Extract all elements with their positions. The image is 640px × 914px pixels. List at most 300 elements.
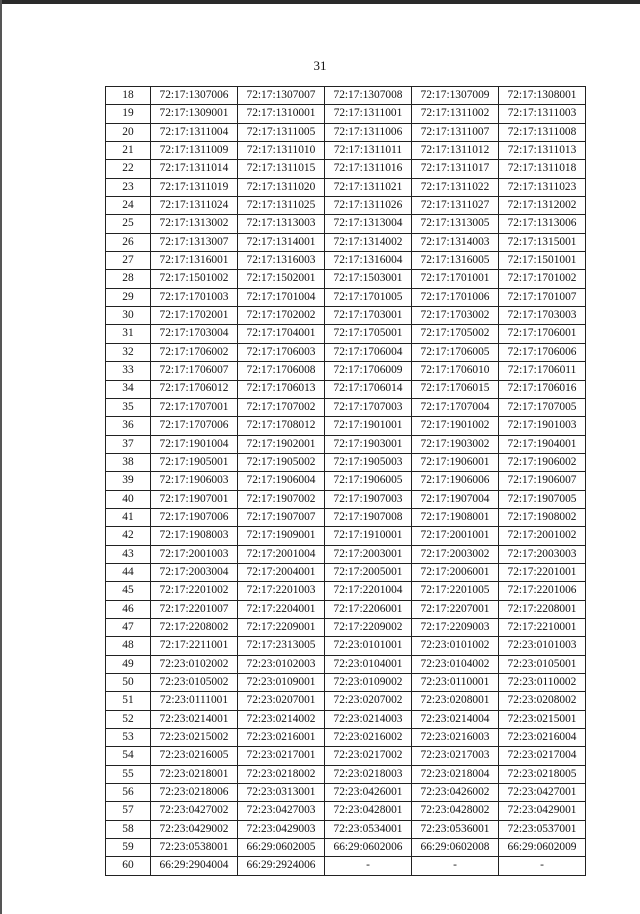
- table-row: [106, 142, 586, 160]
- cadastral-number-cell: 72:17:2201003: [238, 582, 325, 600]
- table-body: [106, 87, 586, 876]
- cadastral-number-cell: 72:17:1910001: [325, 527, 412, 545]
- cadastral-number-cell: 72:17:2004001: [238, 563, 325, 581]
- cadastral-number-cell: 72:17:1909001: [238, 527, 325, 545]
- table-row: [106, 747, 586, 765]
- row-number-cell: 37: [106, 435, 151, 453]
- cadastral-number-cell: 72:17:1311009: [151, 142, 238, 160]
- cadastral-number-cell: 72:17:1311024: [151, 197, 238, 215]
- cadastral-number-cell: 72:17:1901002: [412, 417, 499, 435]
- cadastral-number-cell: 72:17:1906007: [499, 472, 586, 490]
- row-number-cell: 41: [106, 508, 151, 526]
- cadastral-number-cell: 72:23:0109002: [325, 674, 412, 692]
- row-number-cell: 28: [106, 270, 151, 288]
- cadastral-number-cell: 72:17:1707005: [499, 398, 586, 416]
- cadastral-number-cell: 72:23:0429002: [151, 820, 238, 838]
- cadastral-number-cell: 72:17:1706002: [151, 343, 238, 361]
- cadastral-number-cell: 72:23:0217004: [499, 747, 586, 765]
- cadastral-number-cell: 72:23:0216004: [499, 729, 586, 747]
- cadastral-number-cell: 72:17:1701003: [151, 288, 238, 306]
- cadastral-number-cell: 72:17:1706001: [499, 325, 586, 343]
- cadastral-number-cell: 72:17:2001003: [151, 545, 238, 563]
- cadastral-number-cell: 72:17:1311007: [412, 123, 499, 141]
- table-row: [106, 692, 586, 710]
- cadastral-number-cell: 72:17:1706016: [499, 380, 586, 398]
- cadastral-number-cell: 72:17:1902001: [238, 435, 325, 453]
- cadastral-number-cell: 72:17:1502001: [238, 270, 325, 288]
- cadastral-number-cell: 72:23:0111001: [151, 692, 238, 710]
- cadastral-number-cell: 72:23:0216005: [151, 747, 238, 765]
- cadastral-number-cell: 72:17:1906006: [412, 472, 499, 490]
- cadastral-number-cell: 72:17:1701006: [412, 288, 499, 306]
- cadastral-number-cell: 72:17:1311001: [325, 105, 412, 123]
- cadastral-number-cell: 72:23:0218006: [151, 784, 238, 802]
- cadastral-number-cell: 66:29:0602008: [412, 839, 499, 857]
- cadastral-number-cell: 72:17:1706008: [238, 362, 325, 380]
- row-number-cell: 29: [106, 288, 151, 306]
- table-row: [106, 87, 586, 105]
- cadastral-number-cell: 72:17:2207001: [412, 600, 499, 618]
- row-number-cell: 27: [106, 252, 151, 270]
- cadastral-number-cell: 72:17:2204001: [238, 600, 325, 618]
- cadastral-number-cell: 72:17:1310001: [238, 105, 325, 123]
- cadastral-number-cell: 72:17:1311021: [325, 178, 412, 196]
- cadastral-number-cell: 72:17:1706013: [238, 380, 325, 398]
- cadastral-number-cell: -: [325, 857, 412, 875]
- cadastral-number-cell: 72:17:1701001: [412, 270, 499, 288]
- cadastral-number-cell: 72:17:1311015: [238, 160, 325, 178]
- cadastral-number-cell: 72:17:1705002: [412, 325, 499, 343]
- table-row: [106, 398, 586, 416]
- cadastral-number-cell: 72:17:2201004: [325, 582, 412, 600]
- cadastral-number-cell: 72:17:1311008: [499, 123, 586, 141]
- cadastral-number-cell: 72:23:0216003: [412, 729, 499, 747]
- cadastral-number-cell: 66:29:0602005: [238, 839, 325, 857]
- scan-edge-top: [0, 0, 640, 4]
- cadastral-number-cell: 72:17:1703003: [499, 307, 586, 325]
- cadastral-number-cell: 72:23:0217001: [238, 747, 325, 765]
- cadastral-number-cell: 72:17:1906005: [325, 472, 412, 490]
- cadastral-number-cell: 66:29:2904004: [151, 857, 238, 875]
- cadastral-number-cell: 72:17:1314001: [238, 233, 325, 251]
- cadastral-number-cell: 72:17:1908001: [412, 508, 499, 526]
- cadastral-number-cell: 72:17:1907004: [412, 490, 499, 508]
- cadastral-number-cell: 72:17:2201002: [151, 582, 238, 600]
- cadastral-number-cell: 72:17:1903001: [325, 435, 412, 453]
- table-row: [106, 820, 586, 838]
- cadastral-number-cell: 72:23:0429003: [238, 820, 325, 838]
- cadastral-number-cell: 72:23:0428001: [325, 802, 412, 820]
- cadastral-number-cell: 72:23:0218001: [151, 765, 238, 783]
- cadastral-number-cell: 72:23:0428002: [412, 802, 499, 820]
- cadastral-number-cell: 72:17:1313002: [151, 215, 238, 233]
- cadastral-number-cell: 72:17:2001002: [499, 527, 586, 545]
- table-row: [106, 270, 586, 288]
- row-number-cell: 46: [106, 600, 151, 618]
- cadastral-number-cell: 72:17:1907007: [238, 508, 325, 526]
- table-row: [106, 710, 586, 728]
- cadastral-number-cell: 72:17:1901001: [325, 417, 412, 435]
- cadastral-number-cell: 72:17:1311006: [325, 123, 412, 141]
- cadastral-number-cell: 72:17:1907005: [499, 490, 586, 508]
- cadastral-number-cell: 72:17:1706014: [325, 380, 412, 398]
- row-number-cell: 25: [106, 215, 151, 233]
- cadastral-number-cell: 72:17:1313007: [151, 233, 238, 251]
- cadastral-number-cell: 72:23:0208001: [412, 692, 499, 710]
- cadastral-number-cell: 72:17:1905002: [238, 453, 325, 471]
- cadastral-number-cell: 72:23:0101001: [325, 637, 412, 655]
- cadastral-number-cell: 72:17:2001001: [412, 527, 499, 545]
- cadastral-number-cell: 72:17:1907006: [151, 508, 238, 526]
- row-number-cell: 21: [106, 142, 151, 160]
- cadastral-number-cell: 72:17:1311003: [499, 105, 586, 123]
- cadastral-number-cell: -: [499, 857, 586, 875]
- cadastral-number-cell: 72:23:0208002: [499, 692, 586, 710]
- cadastral-number-cell: 72:17:1311017: [412, 160, 499, 178]
- cadastral-number-cell: 72:17:1706009: [325, 362, 412, 380]
- row-number-cell: 40: [106, 490, 151, 508]
- cadastral-number-cell: 72:17:2209003: [412, 618, 499, 636]
- cadastral-number-cell: 72:17:1904001: [499, 435, 586, 453]
- cadastral-number-cell: 72:23:0214002: [238, 710, 325, 728]
- cadastral-number-cell: 72:17:1906001: [412, 453, 499, 471]
- table-row: [106, 288, 586, 306]
- cadastral-number-cell: 72:17:1311012: [412, 142, 499, 160]
- cadastral-number-cell: 72:17:1311016: [325, 160, 412, 178]
- cadastral-number-cell: 72:17:1315001: [499, 233, 586, 251]
- table-row: [106, 582, 586, 600]
- cadastral-number-cell: 72:23:0536001: [412, 820, 499, 838]
- table-row: [106, 123, 586, 141]
- cadastral-number-cell: 66:29:0602006: [325, 839, 412, 857]
- row-number-cell: 34: [106, 380, 151, 398]
- table-row: [106, 802, 586, 820]
- cadastral-number-cell: 72:23:0101003: [499, 637, 586, 655]
- row-number-cell: 58: [106, 820, 151, 838]
- cadastral-number-cell: 72:17:2006001: [412, 563, 499, 581]
- cadastral-number-cell: 72:17:1701004: [238, 288, 325, 306]
- cadastral-number-cell: 72:17:1313004: [325, 215, 412, 233]
- table-row: [106, 380, 586, 398]
- table-row: [106, 839, 586, 857]
- table-row: [106, 215, 586, 233]
- cadastral-number-cell: -: [412, 857, 499, 875]
- row-number-cell: 51: [106, 692, 151, 710]
- cadastral-number-cell: 72:23:0217002: [325, 747, 412, 765]
- cadastral-number-cell: 72:17:1704001: [238, 325, 325, 343]
- cadastral-number-cell: 72:23:0429001: [499, 802, 586, 820]
- cadastral-number-cell: 72:17:1706010: [412, 362, 499, 380]
- table-row: [106, 325, 586, 343]
- row-number-cell: 55: [106, 765, 151, 783]
- cadastral-number-cell: 72:17:2201001: [499, 563, 586, 581]
- table-row: [106, 563, 586, 581]
- cadastral-number-cell: 72:17:1705001: [325, 325, 412, 343]
- cadastral-number-cell: 72:23:0538001: [151, 839, 238, 857]
- cadastral-number-cell: 72:23:0214004: [412, 710, 499, 728]
- table-row: [106, 618, 586, 636]
- cadastral-number-cell: 72:17:1706006: [499, 343, 586, 361]
- row-number-cell: 43: [106, 545, 151, 563]
- cadastral-number-cell: 72:17:2003001: [325, 545, 412, 563]
- row-number-cell: 60: [106, 857, 151, 875]
- cadastral-number-cell: 72:17:1701007: [499, 288, 586, 306]
- cadastral-number-cell: 72:17:1311011: [325, 142, 412, 160]
- page-number: 31: [313, 58, 327, 73]
- cadastral-number-cell: 72:17:2003002: [412, 545, 499, 563]
- table-row: [106, 857, 586, 875]
- cadastral-number-cell: 72:17:1907002: [238, 490, 325, 508]
- table-row: [106, 729, 586, 747]
- cadastral-number-cell: 72:23:0537001: [499, 820, 586, 838]
- cadastral-number-cell: 72:23:0427003: [238, 802, 325, 820]
- table-row: [106, 435, 586, 453]
- cadastral-number-cell: 72:17:1316003: [238, 252, 325, 270]
- row-number-cell: 31: [106, 325, 151, 343]
- cadastral-number-cell: 72:17:1307007: [238, 87, 325, 105]
- row-number-cell: 39: [106, 472, 151, 490]
- table-row: [106, 527, 586, 545]
- cadastral-number-cell: 72:17:1706005: [412, 343, 499, 361]
- cadastral-number-cell: 72:17:1311020: [238, 178, 325, 196]
- cadastral-number-cell: 72:17:1907008: [325, 508, 412, 526]
- cadastral-number-cell: 72:17:1707001: [151, 398, 238, 416]
- cadastral-number-cell: 72:17:1703004: [151, 325, 238, 343]
- cadastral-number-cell: 72:17:1706012: [151, 380, 238, 398]
- row-number-cell: 44: [106, 563, 151, 581]
- cadastral-number-cell: 72:17:1707002: [238, 398, 325, 416]
- cadastral-number-cell: 72:17:1316005: [412, 252, 499, 270]
- cadastral-number-cell: 72:17:1312002: [499, 197, 586, 215]
- cadastral-number-cell: 72:17:1311010: [238, 142, 325, 160]
- cadastral-number-cell: 72:17:1901004: [151, 435, 238, 453]
- cadastral-number-cell: 72:17:1903002: [412, 435, 499, 453]
- cadastral-number-cell: 72:23:0110001: [412, 674, 499, 692]
- row-number-cell: 57: [106, 802, 151, 820]
- table-row: [106, 637, 586, 655]
- table-row: [106, 307, 586, 325]
- cadastral-number-cell: 72:17:1311019: [151, 178, 238, 196]
- row-number-cell: 33: [106, 362, 151, 380]
- cadastral-number-cell: 72:23:0216001: [238, 729, 325, 747]
- cadastral-number-cell: 72:23:0207002: [325, 692, 412, 710]
- cadastral-number-cell: 72:17:1707006: [151, 417, 238, 435]
- cadastral-number-cell: 72:17:1311022: [412, 178, 499, 196]
- cadastral-table: [105, 86, 586, 876]
- cadastral-number-cell: 72:17:1906002: [499, 453, 586, 471]
- cadastral-number-cell: 72:17:1706004: [325, 343, 412, 361]
- cadastral-number-cell: 66:29:0602009: [499, 839, 586, 857]
- row-number-cell: 32: [106, 343, 151, 361]
- cadastral-number-cell: 72:17:1313006: [499, 215, 586, 233]
- row-number-cell: 22: [106, 160, 151, 178]
- cadastral-number-cell: 72:23:0427001: [499, 784, 586, 802]
- cadastral-number-cell: 72:17:1313003: [238, 215, 325, 233]
- row-number-cell: 18: [106, 87, 151, 105]
- table-row: [106, 472, 586, 490]
- cadastral-number-cell: 72:23:0105002: [151, 674, 238, 692]
- row-number-cell: 45: [106, 582, 151, 600]
- row-number-cell: 56: [106, 784, 151, 802]
- cadastral-number-cell: 72:17:2211001: [151, 637, 238, 655]
- row-number-cell: 49: [106, 655, 151, 673]
- cadastral-number-cell: 72:17:1314003: [412, 233, 499, 251]
- cadastral-number-cell: 72:17:1906003: [151, 472, 238, 490]
- cadastral-number-cell: 72:17:1707003: [325, 398, 412, 416]
- cadastral-number-cell: 72:17:2208002: [151, 618, 238, 636]
- cadastral-number-cell: 72:23:0214003: [325, 710, 412, 728]
- cadastral-number-cell: 72:23:0207001: [238, 692, 325, 710]
- table-row: [106, 233, 586, 251]
- table-row: [106, 600, 586, 618]
- cadastral-number-cell: 72:17:2313005: [238, 637, 325, 655]
- table-row: [106, 674, 586, 692]
- cadastral-number-cell: 72:17:2206001: [325, 600, 412, 618]
- cadastral-number-cell: 72:17:1706011: [499, 362, 586, 380]
- cadastral-number-cell: 72:17:1313005: [412, 215, 499, 233]
- table-row: [106, 417, 586, 435]
- cadastral-number-cell: 72:17:1703001: [325, 307, 412, 325]
- cadastral-number-cell: 72:23:0216002: [325, 729, 412, 747]
- cadastral-number-cell: 72:17:1311005: [238, 123, 325, 141]
- table-row: [106, 765, 586, 783]
- cadastral-number-cell: 72:17:1906004: [238, 472, 325, 490]
- cadastral-number-cell: 72:23:0426002: [412, 784, 499, 802]
- cadastral-number-cell: 72:17:1311026: [325, 197, 412, 215]
- cadastral-number-cell: 72:23:0215001: [499, 710, 586, 728]
- table-row: [106, 508, 586, 526]
- cadastral-number-cell: 72:17:1311013: [499, 142, 586, 160]
- cadastral-number-cell: 72:17:1702002: [238, 307, 325, 325]
- cadastral-number-cell: 72:23:0109001: [238, 674, 325, 692]
- table-row: [106, 362, 586, 380]
- cadastral-number-cell: 72:23:0102003: [238, 655, 325, 673]
- cadastral-number-cell: 72:17:1706007: [151, 362, 238, 380]
- cadastral-number-cell: 72:23:0218003: [325, 765, 412, 783]
- cadastral-number-cell: 72:17:1706015: [412, 380, 499, 398]
- row-number-cell: 24: [106, 197, 151, 215]
- row-number-cell: 35: [106, 398, 151, 416]
- cadastral-number-cell: 72:23:0217003: [412, 747, 499, 765]
- cadastral-number-cell: 72:17:1907001: [151, 490, 238, 508]
- cadastral-number-cell: 72:17:1501001: [499, 252, 586, 270]
- cadastral-number-cell: 72:17:1708012: [238, 417, 325, 435]
- cadastral-number-cell: 72:17:2001004: [238, 545, 325, 563]
- cadastral-number-cell: 72:17:2209002: [325, 618, 412, 636]
- cadastral-number-cell: 72:17:1907003: [325, 490, 412, 508]
- cadastral-number-cell: 72:17:1702001: [151, 307, 238, 325]
- cadastral-number-cell: 72:23:0214001: [151, 710, 238, 728]
- cadastral-number-cell: 72:17:1311027: [412, 197, 499, 215]
- cadastral-number-cell: 72:23:0534001: [325, 820, 412, 838]
- cadastral-number-cell: 72:17:1901003: [499, 417, 586, 435]
- cadastral-number-cell: 72:23:0104001: [325, 655, 412, 673]
- cadastral-number-cell: 72:17:1503001: [325, 270, 412, 288]
- cadastral-number-cell: 72:23:0215002: [151, 729, 238, 747]
- cadastral-number-cell: 72:23:0218004: [412, 765, 499, 783]
- cadastral-number-cell: 72:17:1707004: [412, 398, 499, 416]
- cadastral-number-cell: 72:17:1311004: [151, 123, 238, 141]
- cadastral-number-cell: 72:23:0102002: [151, 655, 238, 673]
- table-row: [106, 490, 586, 508]
- cadastral-number-cell: 72:17:1311014: [151, 160, 238, 178]
- cadastral-number-cell: 72:17:1908002: [499, 508, 586, 526]
- cadastral-number-cell: 72:17:1307009: [412, 87, 499, 105]
- table-row: [106, 178, 586, 196]
- cadastral-number-cell: 72:17:2003004: [151, 563, 238, 581]
- cadastral-number-cell: 72:17:1307006: [151, 87, 238, 105]
- row-number-cell: 54: [106, 747, 151, 765]
- cadastral-number-cell: 72:23:0313001: [238, 784, 325, 802]
- cadastral-number-cell: 72:17:2208001: [499, 600, 586, 618]
- cadastral-number-cell: 72:17:1307008: [325, 87, 412, 105]
- cadastral-number-cell: 72:17:2005001: [325, 563, 412, 581]
- row-number-cell: 19: [106, 105, 151, 123]
- cadastral-number-cell: 72:17:1311002: [412, 105, 499, 123]
- row-number-cell: 38: [106, 453, 151, 471]
- table-row: [106, 545, 586, 563]
- row-number-cell: 50: [106, 674, 151, 692]
- row-number-cell: 36: [106, 417, 151, 435]
- cadastral-number-cell: 72:23:0104002: [412, 655, 499, 673]
- table-row: [106, 343, 586, 361]
- table-row: [106, 453, 586, 471]
- table-row: [106, 160, 586, 178]
- cadastral-number-cell: 72:17:1501002: [151, 270, 238, 288]
- cadastral-number-cell: 72:17:2003003: [499, 545, 586, 563]
- cadastral-number-cell: 72:23:0101002: [412, 637, 499, 655]
- row-number-cell: 52: [106, 710, 151, 728]
- cadastral-number-cell: 72:17:1309001: [151, 105, 238, 123]
- cadastral-number-cell: 72:17:1314002: [325, 233, 412, 251]
- cadastral-number-cell: 72:17:1316004: [325, 252, 412, 270]
- cadastral-number-cell: 72:17:1311025: [238, 197, 325, 215]
- cadastral-number-cell: 72:23:0426001: [325, 784, 412, 802]
- cadastral-number-cell: 72:23:0218002: [238, 765, 325, 783]
- row-number-cell: 30: [106, 307, 151, 325]
- cadastral-number-cell: 72:17:1905003: [325, 453, 412, 471]
- cadastral-number-cell: 72:17:2210001: [499, 618, 586, 636]
- cadastral-number-cell: 72:17:1905001: [151, 453, 238, 471]
- row-number-cell: 42: [106, 527, 151, 545]
- table-row: [106, 197, 586, 215]
- row-number-cell: 20: [106, 123, 151, 141]
- cadastral-number-cell: 72:17:1706003: [238, 343, 325, 361]
- cadastral-number-cell: 72:23:0105001: [499, 655, 586, 673]
- row-number-cell: 53: [106, 729, 151, 747]
- cadastral-number-cell: 72:17:1701002: [499, 270, 586, 288]
- cadastral-number-cell: 72:17:1311018: [499, 160, 586, 178]
- cadastral-number-cell: 72:17:1308001: [499, 87, 586, 105]
- cadastral-number-cell: 72:17:1701005: [325, 288, 412, 306]
- table-row: [106, 252, 586, 270]
- cadastral-number-cell: 72:17:1908003: [151, 527, 238, 545]
- row-number-cell: 47: [106, 618, 151, 636]
- row-number-cell: 48: [106, 637, 151, 655]
- cadastral-number-cell: 72:17:1311023: [499, 178, 586, 196]
- table-row: [106, 784, 586, 802]
- cadastral-number-cell: 72:23:0110002: [499, 674, 586, 692]
- row-number-cell: 26: [106, 233, 151, 251]
- table-row: [106, 105, 586, 123]
- cadastral-number-cell: 72:17:2201006: [499, 582, 586, 600]
- row-number-cell: 23: [106, 178, 151, 196]
- cadastral-number-cell: 72:17:1703002: [412, 307, 499, 325]
- cadastral-number-cell: 72:23:0427002: [151, 802, 238, 820]
- table-row: [106, 655, 586, 673]
- cadastral-number-cell: 72:17:2201005: [412, 582, 499, 600]
- cadastral-number-cell: 72:17:1316001: [151, 252, 238, 270]
